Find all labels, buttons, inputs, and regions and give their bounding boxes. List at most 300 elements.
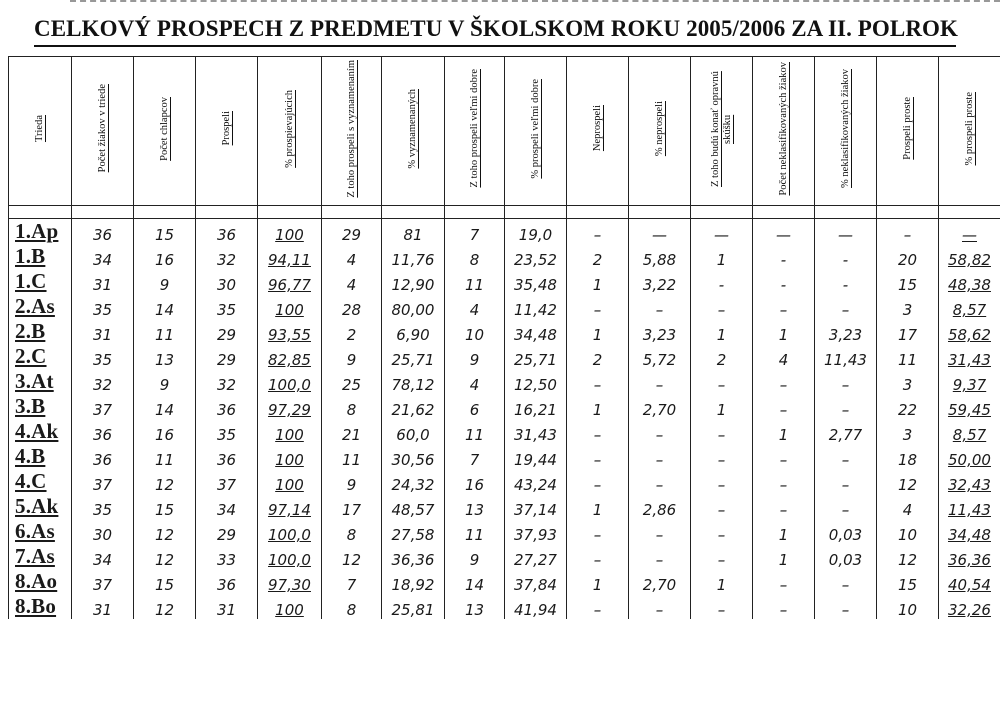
class-name-cell: 4.B xyxy=(9,444,72,469)
table-cell: — xyxy=(753,219,815,245)
table-row xyxy=(9,494,1000,519)
table-cell: 2 xyxy=(567,344,629,369)
table-cell: 2,77 xyxy=(815,419,877,444)
table-cell: 100 xyxy=(258,469,322,494)
table-cell: – xyxy=(691,594,753,619)
table-cell: – xyxy=(691,519,753,544)
table-cell: – xyxy=(629,419,691,444)
header-passed-plain-percent xyxy=(939,57,1000,206)
table-cell: 2,86 xyxy=(629,494,691,519)
header-label: Prospeli proste xyxy=(901,97,913,160)
table-cell: 8,57 xyxy=(939,294,1000,319)
header-label: % prospeli veľmi dobre xyxy=(529,78,541,179)
table-cell: — xyxy=(629,219,691,245)
table-cell: 16 xyxy=(134,419,196,444)
table-cell: 37,84 xyxy=(505,569,567,594)
table-cell: – xyxy=(815,394,877,419)
table-cell: 16,21 xyxy=(505,394,567,419)
table-cell: 9 xyxy=(445,544,505,569)
table-cell: – xyxy=(691,369,753,394)
table-row xyxy=(9,444,1000,469)
table-cell: 5,88 xyxy=(629,244,691,269)
table-cell: 36 xyxy=(72,444,134,469)
header-label: Počet chlapcov xyxy=(158,96,170,161)
table-cell: 10 xyxy=(445,319,505,344)
table-cell: 8,57 xyxy=(939,419,1000,444)
table-cell: 96,77 xyxy=(258,269,322,294)
table-cell: – xyxy=(815,569,877,594)
table-cell: 100,0 xyxy=(258,369,322,394)
table-cell: 97,30 xyxy=(258,569,322,594)
header-class xyxy=(9,57,72,206)
spacer-row xyxy=(9,206,1000,219)
table-cell: 35,48 xyxy=(505,269,567,294)
table-cell: – xyxy=(567,219,629,245)
table-cell: 19,0 xyxy=(505,219,567,245)
class-name-cell: 2.C xyxy=(9,344,72,369)
table-cell: 12 xyxy=(134,544,196,569)
table-cell: 13 xyxy=(134,344,196,369)
table-row xyxy=(9,569,1000,594)
table-cell: 36,36 xyxy=(382,544,445,569)
table-cell: 2 xyxy=(322,319,382,344)
table-cell: 1 xyxy=(567,394,629,419)
table-cell: 9 xyxy=(445,344,505,369)
table-cell: 12 xyxy=(877,469,939,494)
table-row xyxy=(9,219,1000,245)
table-row xyxy=(9,344,1000,369)
table-cell: – xyxy=(629,594,691,619)
table-cell: – xyxy=(629,519,691,544)
header-failed xyxy=(567,57,629,206)
table-cell: 7 xyxy=(322,569,382,594)
table-cell: 4 xyxy=(445,294,505,319)
table-cell: 6 xyxy=(445,394,505,419)
table-cell: 33 xyxy=(196,544,258,569)
header-label: Prospeli xyxy=(220,111,232,146)
table-cell: 11 xyxy=(322,444,382,469)
table-row xyxy=(9,594,1000,619)
class-name-cell: 2.B xyxy=(9,319,72,344)
results-sheet xyxy=(8,56,998,718)
table-cell: 94,11 xyxy=(258,244,322,269)
table-row xyxy=(9,394,1000,419)
table-cell: 25,81 xyxy=(382,594,445,619)
table-cell: 28 xyxy=(322,294,382,319)
table-cell: 1 xyxy=(691,244,753,269)
table-cell: – xyxy=(567,294,629,319)
table-cell: 31 xyxy=(72,319,134,344)
table-cell: 12 xyxy=(134,519,196,544)
table-cell: 31 xyxy=(72,594,134,619)
table-cell: - xyxy=(753,244,815,269)
table-cell: 12,90 xyxy=(382,269,445,294)
table-cell: 11 xyxy=(445,519,505,544)
table-cell: 34,48 xyxy=(939,519,1000,544)
table-cell: 1 xyxy=(567,269,629,294)
table-cell: — xyxy=(815,219,877,245)
table-row xyxy=(9,269,1000,294)
table-cell: 12 xyxy=(877,544,939,569)
table-cell: – xyxy=(629,544,691,569)
table-cell: 35 xyxy=(196,294,258,319)
header-label: Z toho prospeli veľmi dobre xyxy=(468,69,480,188)
table-cell: 6,90 xyxy=(382,319,445,344)
table-cell: 34 xyxy=(72,244,134,269)
header-unclassified-percent xyxy=(815,57,877,206)
table-cell: – xyxy=(691,419,753,444)
table-cell: 12,50 xyxy=(505,369,567,394)
table-cell: 60,0 xyxy=(382,419,445,444)
table-cell: – xyxy=(691,469,753,494)
table-cell: 27,27 xyxy=(505,544,567,569)
table-cell: 31 xyxy=(72,269,134,294)
header-label: Trieda xyxy=(34,114,45,143)
table-cell: 21 xyxy=(322,419,382,444)
table-cell: 11 xyxy=(877,344,939,369)
table-cell: – xyxy=(567,469,629,494)
table-cell: 37 xyxy=(72,469,134,494)
table-cell: 48,57 xyxy=(382,494,445,519)
table-row xyxy=(9,469,1000,494)
table-cell: – xyxy=(753,594,815,619)
table-cell: 17 xyxy=(322,494,382,519)
table-cell: 37,14 xyxy=(505,494,567,519)
header-row xyxy=(9,57,1000,206)
table-cell: 100 xyxy=(258,219,322,245)
header-failed-percent xyxy=(629,57,691,206)
table-cell: – xyxy=(629,469,691,494)
class-name-cell: 5.Ak xyxy=(9,494,72,519)
header-label: % prospeli proste xyxy=(963,91,975,166)
table-cell: – xyxy=(815,444,877,469)
table-cell: 8 xyxy=(322,394,382,419)
table-cell: 12 xyxy=(134,469,196,494)
table-row xyxy=(9,519,1000,544)
table-cell: 13 xyxy=(445,494,505,519)
header-passed xyxy=(196,57,258,206)
table-cell: 29 xyxy=(322,219,382,245)
table-body xyxy=(9,206,1000,620)
table-cell: 27,58 xyxy=(382,519,445,544)
table-row xyxy=(9,419,1000,444)
table-cell: 0,03 xyxy=(815,519,877,544)
table-cell: 37 xyxy=(72,394,134,419)
table-cell: 15 xyxy=(877,569,939,594)
table-cell: 25,71 xyxy=(382,344,445,369)
results-table xyxy=(8,56,1000,619)
table-cell: – xyxy=(629,444,691,469)
class-name-cell: 4.Ak xyxy=(9,419,72,444)
header-label: % vyznamenaných xyxy=(407,88,418,169)
table-cell: 1 xyxy=(691,319,753,344)
table-cell: 10 xyxy=(877,519,939,544)
table-cell: – xyxy=(815,369,877,394)
table-cell: 3 xyxy=(877,294,939,319)
table-row xyxy=(9,319,1000,344)
header-label: Neprospeli xyxy=(591,105,603,152)
table-cell: 11 xyxy=(445,419,505,444)
table-cell: 37,93 xyxy=(505,519,567,544)
table-cell: 15 xyxy=(134,219,196,245)
table-cell: 100 xyxy=(258,444,322,469)
table-row xyxy=(9,294,1000,319)
table-cell: 20 xyxy=(877,244,939,269)
table-cell: 36 xyxy=(196,394,258,419)
table-cell: – xyxy=(753,569,815,594)
table-row xyxy=(9,544,1000,569)
table-cell: 50,00 xyxy=(939,444,1000,469)
table-cell: 1 xyxy=(753,519,815,544)
table-cell: 25,71 xyxy=(505,344,567,369)
table-cell: 8 xyxy=(322,594,382,619)
table-cell: 34 xyxy=(196,494,258,519)
header-label: Počet neklasifikovaných žiakov xyxy=(777,61,789,196)
table-cell: 4 xyxy=(322,269,382,294)
header-label: % neprospeli xyxy=(653,100,665,157)
table-cell: 100,0 xyxy=(258,544,322,569)
table-cell: 16 xyxy=(134,244,196,269)
table-cell: 0,03 xyxy=(815,544,877,569)
table-cell: 15 xyxy=(134,569,196,594)
table-cell: – xyxy=(629,369,691,394)
table-cell: 3 xyxy=(877,369,939,394)
table-cell: 25 xyxy=(322,369,382,394)
table-cell: 2,70 xyxy=(629,394,691,419)
table-cell: 43,24 xyxy=(505,469,567,494)
table-cell: – xyxy=(753,469,815,494)
table-cell: 48,38 xyxy=(939,269,1000,294)
table-cell: — xyxy=(691,219,753,245)
table-cell: 41,94 xyxy=(505,594,567,619)
table-cell: 2 xyxy=(691,344,753,369)
table-cell: 100 xyxy=(258,419,322,444)
table-cell: 8 xyxy=(322,519,382,544)
table-cell: 82,85 xyxy=(258,344,322,369)
table-cell: 11 xyxy=(134,319,196,344)
header-honors xyxy=(322,57,382,206)
table-cell: 2,70 xyxy=(629,569,691,594)
table-cell: – xyxy=(691,544,753,569)
table-cell: 14 xyxy=(445,569,505,594)
table-cell: 1 xyxy=(753,419,815,444)
table-cell: 1 xyxy=(753,544,815,569)
table-cell: 4 xyxy=(322,244,382,269)
document-title: CELKOVÝ PROSPECH Z PREDMETU V ŠKOLSKOM ROKU 2005/2006 ZA II. POLROK xyxy=(34,16,959,41)
table-cell: 1 xyxy=(567,319,629,344)
table-cell: 3,23 xyxy=(629,319,691,344)
table-cell: 21,62 xyxy=(382,394,445,419)
table-cell: 3 xyxy=(877,419,939,444)
header-retake-exam xyxy=(691,57,753,206)
table-cell: 11,76 xyxy=(382,244,445,269)
header-passed-plain xyxy=(877,57,939,206)
table-cell: 36 xyxy=(196,569,258,594)
table-cell: – xyxy=(691,494,753,519)
table-cell: 12 xyxy=(134,594,196,619)
table-cell: 9 xyxy=(322,344,382,369)
table-cell: 35 xyxy=(196,419,258,444)
table-cell: 100 xyxy=(258,294,322,319)
table-cell: – xyxy=(753,444,815,469)
table-cell: 14 xyxy=(134,294,196,319)
table-cell: – xyxy=(877,219,939,245)
table-cell: 18 xyxy=(877,444,939,469)
table-cell: 32,43 xyxy=(939,469,1000,494)
header-label: % neklasifikovaných žiakov xyxy=(839,69,851,188)
table-cell: 35 xyxy=(72,294,134,319)
class-name-cell: 2.As xyxy=(9,294,72,319)
table-cell: 81 xyxy=(382,219,445,245)
table-cell: – xyxy=(815,294,877,319)
table-cell: 9 xyxy=(134,369,196,394)
table-cell: 100 xyxy=(258,594,322,619)
table-cell: 2 xyxy=(567,244,629,269)
table-cell: 4 xyxy=(877,494,939,519)
table-cell: - xyxy=(691,269,753,294)
table-cell: 32 xyxy=(72,369,134,394)
header-label: Z toho prospeli s vyznamenaním xyxy=(345,59,357,198)
class-name-cell: 7.As xyxy=(9,544,72,569)
table-cell: 36 xyxy=(72,219,134,245)
class-name-cell: 3.B xyxy=(9,394,72,419)
table-cell: 12 xyxy=(322,544,382,569)
table-cell: 34,48 xyxy=(505,319,567,344)
table-cell: 37 xyxy=(196,469,258,494)
header-very-good xyxy=(445,57,505,206)
table-cell: 17 xyxy=(877,319,939,344)
table-cell: 1 xyxy=(691,394,753,419)
table-cell: 11 xyxy=(445,269,505,294)
header-label: Z toho budú konať opravnú skúšku xyxy=(709,70,733,187)
table-cell: 4 xyxy=(753,344,815,369)
table-cell: 58,82 xyxy=(939,244,1000,269)
class-name-cell: 3.At xyxy=(9,369,72,394)
table-cell: – xyxy=(567,369,629,394)
table-cell: 36 xyxy=(196,219,258,245)
table-cell: 29 xyxy=(196,519,258,544)
table-cell: 8 xyxy=(445,244,505,269)
table-cell: – xyxy=(815,594,877,619)
table-cell: 32 xyxy=(196,369,258,394)
table-cell: – xyxy=(815,469,877,494)
table-cell: – xyxy=(567,444,629,469)
table-cell: 11,42 xyxy=(505,294,567,319)
table-cell: 24,32 xyxy=(382,469,445,494)
table-cell: – xyxy=(753,369,815,394)
table-cell: 36 xyxy=(72,419,134,444)
table-cell: 1 xyxy=(691,569,753,594)
table-cell: 18,92 xyxy=(382,569,445,594)
table-cell: 78,12 xyxy=(382,369,445,394)
table-cell: 35 xyxy=(72,494,134,519)
class-name-cell: 1.Ap xyxy=(9,219,72,245)
table-cell: 16 xyxy=(445,469,505,494)
table-cell: 29 xyxy=(196,319,258,344)
class-name-cell: 1.C xyxy=(9,269,72,294)
table-cell: 4 xyxy=(445,369,505,394)
table-cell: 7 xyxy=(445,219,505,245)
table-cell: 31 xyxy=(196,594,258,619)
table-cell: - xyxy=(753,269,815,294)
header-passed-percent xyxy=(258,57,322,206)
table-cell: 32,26 xyxy=(939,594,1000,619)
table-cell: 29 xyxy=(196,344,258,369)
table-cell: – xyxy=(567,594,629,619)
table-cell: 9 xyxy=(322,469,382,494)
table-cell: 30,56 xyxy=(382,444,445,469)
table-cell: 31,43 xyxy=(505,419,567,444)
table-cell: - xyxy=(815,244,877,269)
table-cell: 5,72 xyxy=(629,344,691,369)
table-cell: – xyxy=(567,419,629,444)
header-boys-count xyxy=(134,57,196,206)
table-cell: – xyxy=(753,494,815,519)
table-cell: 58,62 xyxy=(939,319,1000,344)
title-underline xyxy=(34,45,956,47)
table-cell: 97,14 xyxy=(258,494,322,519)
table-cell: 22 xyxy=(877,394,939,419)
table-cell: 35 xyxy=(72,344,134,369)
table-cell: 13 xyxy=(445,594,505,619)
table-cell: — xyxy=(939,219,1000,245)
header-honors-percent xyxy=(382,57,445,206)
table-cell: – xyxy=(691,444,753,469)
table-cell: 80,00 xyxy=(382,294,445,319)
table-cell: – xyxy=(629,294,691,319)
table-cell: 3,22 xyxy=(629,269,691,294)
table-cell: 40,54 xyxy=(939,569,1000,594)
table-cell: 9 xyxy=(134,269,196,294)
table-cell: 11,43 xyxy=(939,494,1000,519)
table-cell: 34 xyxy=(72,544,134,569)
table-cell: 32 xyxy=(196,244,258,269)
table-row xyxy=(9,369,1000,394)
table-cell: 1 xyxy=(567,494,629,519)
table-cell: 1 xyxy=(567,569,629,594)
table-cell: – xyxy=(691,294,753,319)
table-cell: 31,43 xyxy=(939,344,1000,369)
table-cell: 23,52 xyxy=(505,244,567,269)
table-cell: – xyxy=(567,519,629,544)
class-name-cell: 6.As xyxy=(9,519,72,544)
table-cell: 15 xyxy=(134,494,196,519)
table-cell: 100,0 xyxy=(258,519,322,544)
table-cell: 15 xyxy=(877,269,939,294)
table-cell: – xyxy=(753,294,815,319)
table-row xyxy=(9,244,1000,269)
header-label: Počet žiakov v triede xyxy=(96,84,108,173)
table-cell: 7 xyxy=(445,444,505,469)
header-unclassified xyxy=(753,57,815,206)
table-cell: – xyxy=(567,544,629,569)
table-cell: 11,43 xyxy=(815,344,877,369)
table-cell: 37 xyxy=(72,569,134,594)
table-cell: 97,29 xyxy=(258,394,322,419)
table-cell: - xyxy=(815,269,877,294)
top-dashed-rule xyxy=(70,0,1000,8)
table-cell: 36 xyxy=(196,444,258,469)
class-name-cell: 8.Ao xyxy=(9,569,72,594)
header-student-count xyxy=(72,57,134,206)
table-cell: 36,36 xyxy=(939,544,1000,569)
table-cell: 9,37 xyxy=(939,369,1000,394)
table-cell: 1 xyxy=(753,319,815,344)
header-very-good-percent xyxy=(505,57,567,206)
table-cell: 19,44 xyxy=(505,444,567,469)
class-name-cell: 1.B xyxy=(9,244,72,269)
table-cell: 30 xyxy=(196,269,258,294)
